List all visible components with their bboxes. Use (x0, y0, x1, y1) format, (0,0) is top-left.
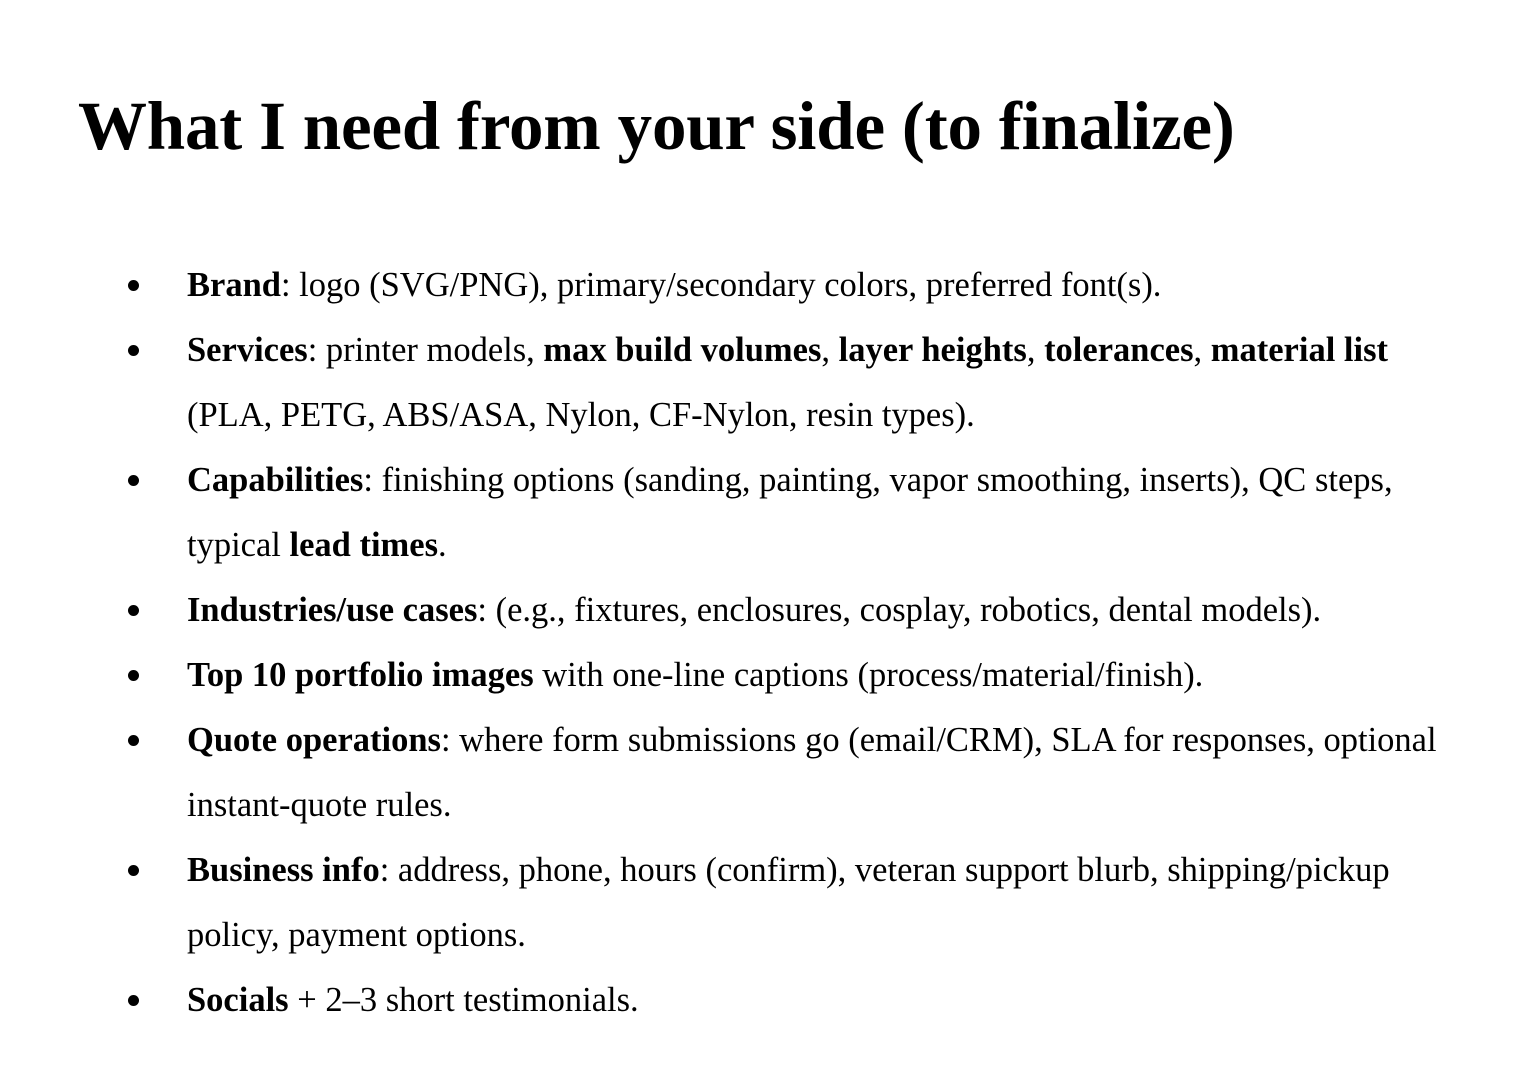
bullet-icon (128, 670, 139, 681)
list-item-text: : finishing options (sanding, painting, vapor smoothing, inserts), QC steps, typical (187, 461, 1393, 564)
list-item-bold-text: tolerances (1044, 331, 1194, 369)
list-item-text: with one-line captions (process/material/finish). (533, 656, 1204, 694)
list-item-bold-text: Services (187, 331, 308, 369)
list-item-bold-text: material list (1210, 331, 1388, 369)
list-item-bold-text: max build volumes (543, 331, 822, 369)
list-item-bold-text: Top 10 portfolio images (187, 656, 534, 694)
list-item-bold-text: Industries/use cases (187, 591, 478, 629)
list-item-text: : (e.g., fixtures, enclosures, cosplay, robotics, dental models). (477, 591, 1322, 629)
list-item-text: , (1026, 331, 1045, 369)
list-item (0, 448, 1538, 578)
list-item-bold-text: Business info (187, 851, 380, 889)
bullet-icon (128, 995, 139, 1006)
list-item-text: , (821, 331, 839, 369)
bullet-icon (128, 605, 139, 616)
list-item-bold-text: lead times (289, 526, 439, 564)
list-item (0, 578, 1538, 643)
bullet-icon (128, 735, 139, 746)
list-item-text: : logo (SVG/PNG), primary/secondary colors, preferred font(s). (280, 266, 1162, 304)
list-item-bold-text: Brand (187, 266, 281, 304)
list-item (0, 968, 1538, 1033)
list-item-text: , (1193, 331, 1211, 369)
bullet-icon (128, 345, 139, 356)
list-item-text: : printer models, (307, 331, 544, 369)
list-item-text: + 2–3 short testimonials. (288, 981, 639, 1019)
list-item-bold-text: Socials (187, 981, 289, 1019)
list-item-text: . (438, 526, 447, 564)
requirements-list (0, 253, 1538, 1033)
list-item-text: : address, phone, hours (confirm), veteran support blurb, shipping/pickup policy, payment options. (187, 851, 1390, 954)
list-item-bold-text: layer heights (838, 331, 1027, 369)
page-title: What I need from your side (to finalize) (78, 88, 1235, 164)
list-item-text: (PLA, PETG, ABS/ASA, Nylon, CF-Nylon, resin types). (187, 396, 975, 434)
list-item-text: : where form submissions go (email/CRM), SLA for responses, optional instant-quote rules. (187, 721, 1437, 824)
list-item-bold-text: Quote operations (187, 721, 441, 759)
list-item (0, 708, 1538, 838)
list-item-bold-text: Capabilities (187, 461, 364, 499)
bullet-icon (128, 865, 139, 876)
list-item (0, 253, 1538, 318)
list-item (0, 643, 1538, 708)
bullet-icon (128, 475, 139, 486)
bullet-icon (128, 280, 139, 291)
list-item (0, 838, 1538, 968)
list-item (0, 318, 1538, 448)
